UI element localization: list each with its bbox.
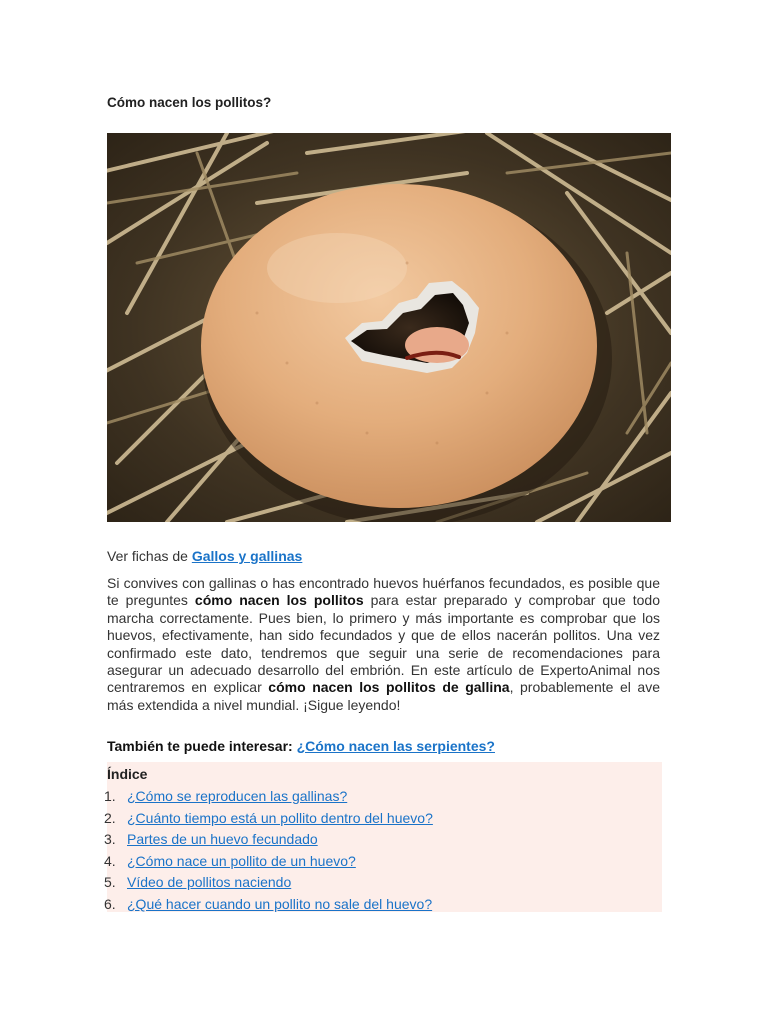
hero-image [107, 133, 671, 522]
index-item [104, 851, 662, 873]
fichas-line [107, 548, 302, 564]
paragraph-bold-1: cómo nacen los pollitos [194, 592, 364, 609]
fichas-prefix: Ver fichas de [107, 548, 192, 564]
index-number: 4. [104, 852, 116, 869]
index-number: 3. [104, 831, 116, 848]
index-number: 1. [104, 788, 116, 804]
index-link[interactable]: Vídeo de pollitos naciendo [127, 874, 292, 891]
index-item [104, 786, 662, 808]
index-title: Índice [107, 766, 148, 782]
index-link[interactable]: ¿Cómo se reproducen las gallinas? [127, 788, 348, 804]
index-link[interactable]: Partes de un huevo fecundado [127, 831, 318, 848]
index-link[interactable]: ¿Qué hacer cuando un pollito no sale del huevo? [127, 895, 433, 912]
page-title: Cómo nacen los pollitos? [107, 95, 272, 110]
index-link[interactable]: ¿Cómo nace un pollito de un huevo? [127, 852, 356, 869]
serpientes-link[interactable]: ¿Cómo nacen las serpientes? [296, 738, 495, 754]
index-list [104, 786, 662, 916]
index-item [104, 808, 662, 830]
paragraph-text-2: para estar preparado y comprobar que todo marcha correctamente. Pues bien, lo primero y más importante es comprobar que los huevos, efectivamente, han sido fecundados y que de ellos nacerán pollitos. Una vez confirmado este dato, tendremos que seguir una serie de recomendaciones para asegurar un adecuado desarrollo del embrión. En este artículo de ExpertoAnimal nos centraremos en explicar [107, 592, 660, 696]
paragraph-text-1: Si convives con gallinas o has encontrado huevos huérfanos fecundados, es posible que te preguntes [107, 575, 660, 609]
intro-paragraph [107, 575, 660, 714]
index-number: 6. [104, 895, 116, 912]
index-link[interactable]: ¿Cuánto tiempo está un pollito dentro del huevo? [127, 809, 433, 826]
also-interest [107, 738, 495, 754]
table-of-contents [104, 762, 662, 912]
paragraph-bold-2: cómo nacen los pollitos de gallina [268, 679, 510, 696]
also-label: También te puede interesar: [107, 738, 297, 754]
paragraph-text-3: , probablemente el ave más extendida a nivel mundial. ¡Sigue leyendo! [107, 679, 660, 713]
index-item [104, 894, 662, 916]
index-number: 2. [104, 809, 116, 826]
index-item [104, 872, 662, 894]
index-item [104, 829, 662, 851]
gallos-gallinas-link[interactable]: Gallos y gallinas [191, 548, 303, 564]
index-number: 5. [104, 874, 116, 891]
